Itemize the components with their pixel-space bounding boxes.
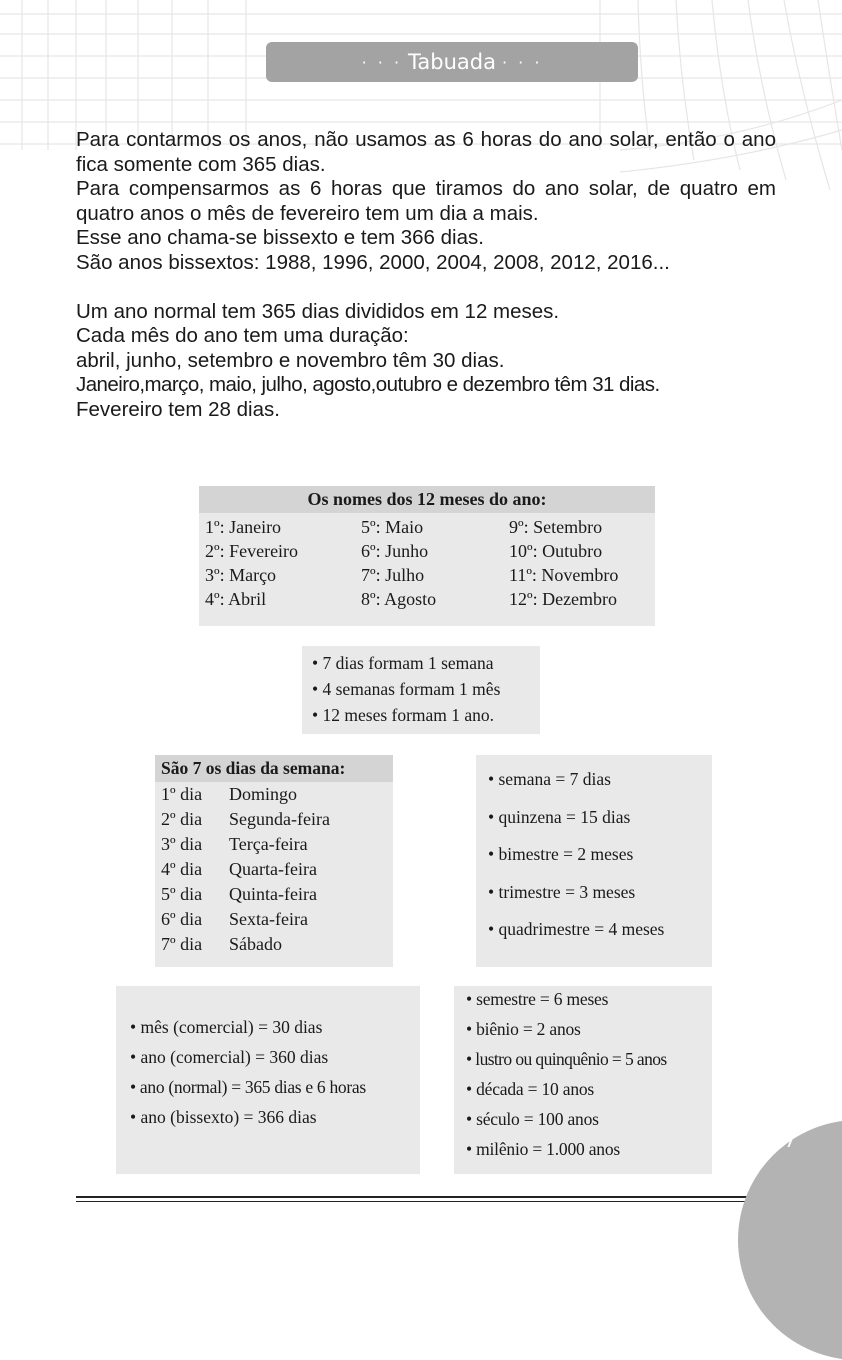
page-number: 7: [783, 1130, 797, 1152]
weekday-number: 2º dia: [161, 809, 203, 829]
paragraph-gap: [76, 275, 776, 300]
month-item: 10º: Outubro: [509, 541, 603, 561]
list-item: • século = 100 anos: [466, 1109, 599, 1129]
time-units-box: [302, 646, 540, 734]
list-item: • 4 semanas formam 1 mês: [312, 679, 501, 699]
list-item: • 7 dias formam 1 semana: [312, 653, 494, 673]
intro-line: São anos bissextos: 1988, 1996, 2000, 2004, 2008, 2012, 2016...: [76, 250, 670, 274]
weekday-name: Sexta-feira: [229, 909, 308, 929]
list-item: • 12 meses formam 1 ano.: [312, 705, 495, 725]
months-box: [199, 486, 655, 626]
weekday-name: Terça-feira: [229, 834, 308, 854]
intro-line: Fevereiro tem 28 dias.: [76, 397, 280, 421]
weekday-row: [155, 807, 393, 832]
weekday-number: 6º dia: [161, 909, 203, 929]
weekday-name: Sábado: [229, 934, 282, 954]
month-item: 1º: Janeiro: [205, 517, 282, 537]
weekday-row: [155, 907, 393, 932]
month-item: 5º: Maio: [361, 517, 424, 537]
years-box: [454, 986, 712, 1174]
weekday-number: 3º dia: [161, 834, 203, 854]
list-item: • semestre = 6 meses: [466, 989, 609, 1009]
weekday-row: [155, 832, 393, 857]
weekday-name: Segunda-feira: [229, 809, 330, 829]
list-item: • bimestre = 2 meses: [488, 844, 634, 864]
weekday-row: [155, 882, 393, 907]
intro-line: Cada mês do ano tem uma duração:: [76, 324, 409, 347]
weekday-name: Domingo: [229, 784, 298, 804]
list-item: • ano (comercial) = 360 dias: [130, 1047, 329, 1067]
months-title: Os nomes dos 12 meses do ano:: [199, 486, 655, 513]
intro-line: abril, junho, setembro e novembro têm 30 dias.: [76, 348, 505, 372]
list-item: • trimestre = 3 meses: [488, 881, 636, 902]
intro-line: Esse ano chama-se bissexto e tem 366 dias.: [76, 226, 484, 249]
weekday-number: 5º dia: [161, 884, 203, 904]
list-item: • semana = 7 dias: [488, 769, 611, 789]
month-item: 12º: Dezembro: [509, 589, 618, 609]
month-item: 4º: Abril: [205, 589, 267, 609]
weekday-number: 7º dia: [161, 934, 203, 954]
month-item: 6º: Junho: [361, 541, 429, 561]
weekday-name: Quarta-feira: [229, 859, 317, 879]
intro-text: [76, 128, 776, 422]
month-item: 7º: Julho: [361, 565, 425, 585]
weekday-number: 4º dia: [161, 859, 203, 879]
intro-line: Janeiro,março, maio, julho, agosto,outubro e dezembro têm 31 dias.: [76, 373, 660, 396]
list-item: • milênio = 1.000 anos: [466, 1139, 621, 1159]
list-item: • quadrimestre = 4 meses: [488, 919, 665, 939]
weekday-name: Quinta-feira: [229, 884, 317, 904]
section-header-tab: [266, 42, 638, 82]
footer-rule: [76, 1196, 766, 1202]
header-dots-left: · · ·: [361, 52, 403, 72]
list-item: • mês (comercial) = 30 dias: [130, 1017, 323, 1037]
weekdays-box: [155, 755, 393, 967]
list-item: • década = 10 anos: [466, 1079, 595, 1099]
weekday-row: [155, 857, 393, 882]
weekday-row: [155, 782, 393, 807]
weekday-number: 1º dia: [161, 784, 203, 804]
month-item: 2º: Fevereiro: [205, 541, 299, 561]
commercial-year-box: [116, 986, 420, 1174]
list-item: • ano (normal) = 365 dias e 6 horas: [130, 1077, 366, 1097]
weekdays-title: São 7 os dias da semana:: [155, 755, 393, 782]
month-item: 11º: Novembro: [509, 565, 619, 585]
list-item: • lustro ou quinquênio = 5 anos: [466, 1049, 667, 1069]
page-number-circle: [738, 1120, 842, 1360]
list-item: • ano (bissexto) = 366 dias: [130, 1107, 317, 1127]
month-item: 3º: Março: [205, 565, 277, 585]
periods-box: [476, 755, 712, 967]
weekday-row: [155, 932, 393, 957]
month-item: 8º: Agosto: [361, 589, 437, 609]
footer-rule-thin: [76, 1201, 766, 1202]
section-title: Tabuada: [408, 50, 496, 74]
intro-line: Para compensarmos as 6 horas que tiramos do ano solar, de quatro em quatro anos o mês de fevereiro tem um dia a mais.: [76, 177, 776, 225]
header-dots-right: · · ·: [501, 52, 543, 72]
month-item: 9º: Setembro: [509, 517, 603, 537]
intro-line: Um ano normal tem 365 dias divididos em 12 meses.: [76, 299, 560, 323]
intro-line: Para contarmos os anos, não usamos as 6 horas do ano solar, então o ano fica somente com 365 dias.: [76, 128, 776, 176]
list-item: • quinzena = 15 dias: [488, 806, 631, 827]
list-item: • biênio = 2 anos: [466, 1019, 581, 1039]
footer-rule-thick: [76, 1196, 766, 1198]
